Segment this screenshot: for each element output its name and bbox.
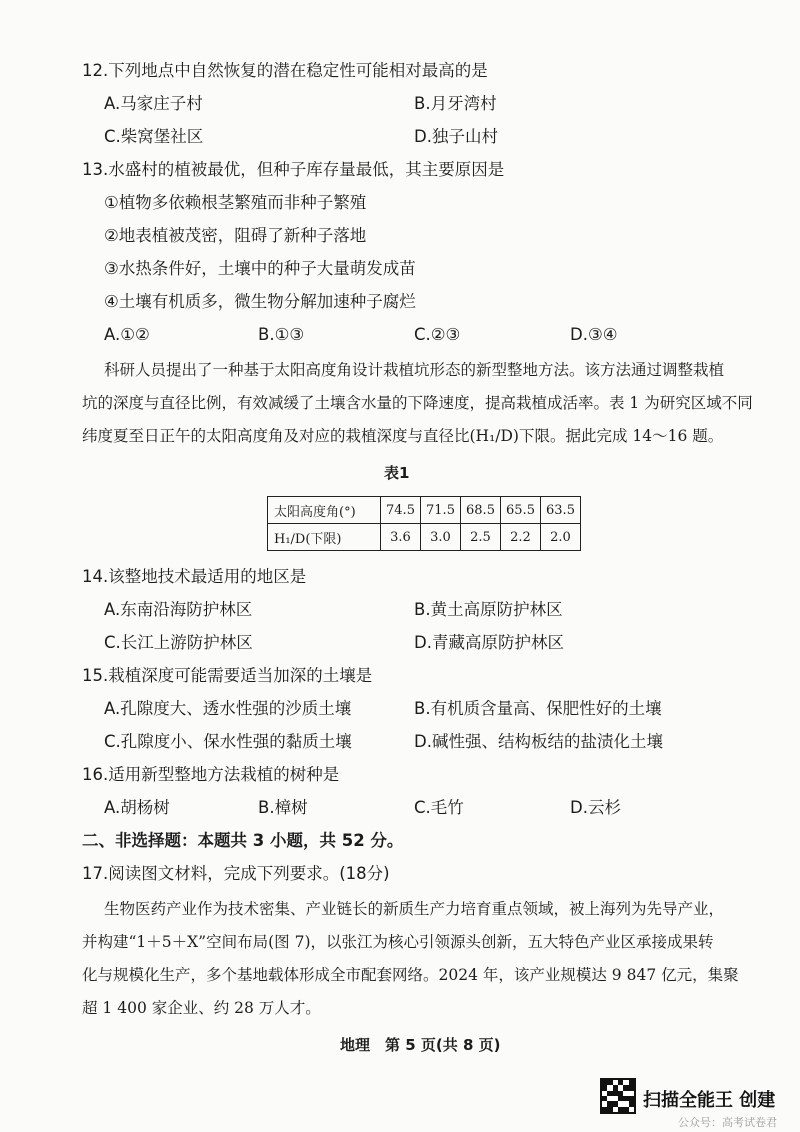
q13-option-d: D.③④ (570, 325, 618, 344)
q13-statement-2: ②地表植被茂密，阻碍了新种子落地 (104, 226, 367, 245)
table-cell: 3.0 (421, 524, 461, 551)
q14-option-a: A.东南沿海防护林区 (104, 600, 253, 619)
table-cell: 2.2 (501, 524, 541, 551)
q14-option-b: B.黄土高原防护林区 (414, 600, 563, 619)
q17-stem: 17.阅读图文材料，完成下列要求。(18分) (82, 864, 390, 883)
row-header: H₁/D(下限) (268, 524, 381, 551)
table-cell: 3.6 (381, 524, 421, 551)
q17-passage-line-2: 并构建“1＋5＋X”空间布局(图 7)，以张江为核心引领源头创新，五大特色产业区承接成果转 (82, 933, 714, 951)
passage-line-3: 纬度夏至日正午的太阳高度角及对应的栽植深度与直径比(H₁/D)下限。据此完成 14～16 题。 (82, 427, 724, 445)
q13-statement-4: ④土壤有机质多，微生物分解加速种子腐烂 (104, 292, 416, 311)
passage-line-2: 坑的深度与直径比例，有效减缓了土壤含水量的下降速度，提高栽植成活率。表 1 为研究区域不同 (82, 394, 753, 412)
section-heading: 二、非选择题：本题共 3 小题，共 52 分。 (82, 831, 404, 850)
q12-option-b: B.月牙湾村 (414, 94, 497, 113)
table-cell: 63.5 (541, 497, 581, 524)
table-cell: 68.5 (461, 497, 501, 524)
q16-option-d: D.云杉 (570, 798, 621, 817)
q15-option-a: A.孔隙度大、透水性强的沙质土壤 (104, 699, 352, 718)
q12-option-a: A.马家庄子村 (104, 94, 203, 113)
q17-passage-line-3: 化与规模化生产，多个基地载体形成全市配套网络。2024 年，该产业规模达 9 847 亿元，集聚 (82, 966, 739, 984)
q15-option-b: B.有机质含量高、保肥性好的土壤 (414, 699, 662, 718)
q16-option-a: A.胡杨树 (104, 798, 170, 817)
table-row (268, 524, 581, 551)
q13-statement-3: ③水热条件好，土壤中的种子大量萌发成苗 (104, 259, 416, 278)
sun-angle-table (267, 496, 581, 551)
q13-option-c: C.②③ (414, 325, 461, 344)
wechat-watermark: 公众号：高考试卷君 (678, 1116, 777, 1129)
table-cell: 74.5 (381, 497, 421, 524)
table-row (268, 497, 581, 524)
q16-option-c: C.毛竹 (414, 798, 464, 817)
q15-stem: 15.栽植深度可能需要适当加深的土壤是 (82, 666, 373, 685)
passage-line-1: 科研人员提出了一种基于太阳高度角设计栽植坑形态的新型整地方法。该方法通过调整栽植 (104, 361, 725, 379)
q14-stem: 14.该整地技术最适用的地区是 (82, 567, 307, 586)
qr-code-icon (600, 1078, 636, 1114)
q17-passage-line-4: 超 1 400 家企业、约 28 万人才。 (82, 999, 321, 1017)
q12-option-c: C.柴窝堡社区 (104, 127, 204, 146)
q17-passage-line-1: 生物医药产业作为技术密集、产业链长的新质生产力培育重点领域，被上海列为先导产业， (104, 900, 725, 918)
q13-option-a: A.①② (104, 325, 150, 344)
q16-stem: 16.适用新型整地方法栽植的树种是 (82, 765, 340, 784)
table-cell: 2.5 (461, 524, 501, 551)
row-header: 太阳高度角(°) (268, 497, 381, 524)
table-title: 表1 (384, 464, 410, 482)
q12-stem: 12.下列地点中自然恢复的潜在稳定性可能相对最高的是 (82, 61, 488, 80)
q14-option-c: C.长江上游防护林区 (104, 633, 253, 652)
q14-option-d: D.青藏高原防护林区 (414, 633, 564, 652)
table-cell: 71.5 (421, 497, 461, 524)
page-footer: 地理 第 5 页(共 8 页) (340, 1036, 501, 1054)
scanner-watermark: 扫描全能王 创建 (643, 1090, 776, 1111)
q15-option-c: C.孔隙度小、保水性强的黏质土壤 (104, 732, 352, 751)
q13-option-b: B.①③ (258, 325, 305, 344)
q15-option-d: D.碱性强、结构板结的盐渍化土壤 (414, 732, 663, 751)
q13-statement-1: ①植物多依赖根茎繁殖而非种子繁殖 (104, 193, 367, 212)
q12-option-d: D.独子山村 (414, 127, 498, 146)
q16-option-b: B.樟树 (258, 798, 308, 817)
table-cell: 65.5 (501, 497, 541, 524)
table-cell: 2.0 (541, 524, 581, 551)
q13-stem: 13.水盛村的植被最优，但种子库存量最低，其主要原因是 (82, 160, 505, 179)
